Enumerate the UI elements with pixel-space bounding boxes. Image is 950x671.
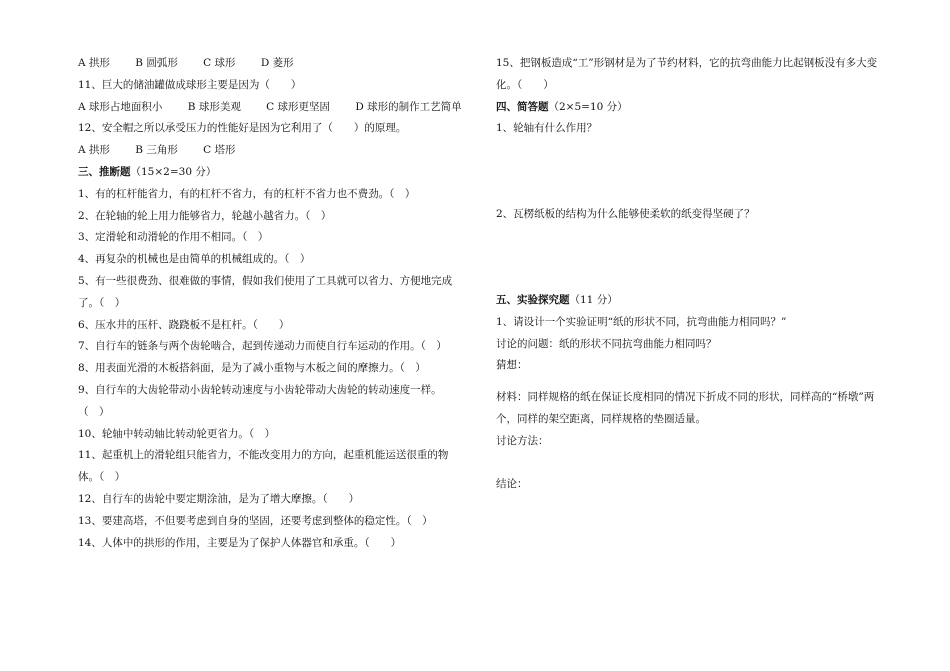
question-11: 11、巨大的储油罐做成球形主要是因为（ ）	[78, 78, 302, 91]
judge-9: 9、自行车的大齿轮带动小齿轮转动速度与小齿轮带动大齿轮的转动速度一样。（ ）	[78, 383, 442, 418]
section-title: 五、实验探究题	[496, 293, 570, 306]
left-column	[78, 53, 460, 554]
option: A 拱形	[78, 57, 110, 69]
section-score: （11 分）	[569, 293, 618, 306]
option: D 菱形	[260, 57, 294, 69]
experiment-materials: 材料：同样规格的纸在保证长度相同的情况下折成不同的形状，同样高的“桥墩”两个，同样的架空距离，同样规格的垫圈适量。	[496, 391, 875, 425]
section-title: 四、简答题	[496, 100, 549, 113]
short-answer-2: 2、瓦楞纸板的结构为什么能够使柔软的纸变得坚硬了？	[496, 208, 755, 221]
option: C 塔形	[203, 144, 236, 157]
judge-2: 2、在轮轴的轮上用力能够省力，轮越小越省力。（ ）	[78, 209, 332, 222]
judge-10: 10、轮轴中转动轴比转动轮更省力。（ ）	[78, 427, 276, 440]
judge-7: 7、自行车的链条与两个齿轮啮合，起到传递动力而使自行车运动的作用。（ ）	[78, 340, 447, 353]
option: B 圆弧形	[135, 57, 178, 69]
experiment-method: 讨论方法：	[496, 434, 549, 447]
judge-1: 1、有的杠杆能省力，有的杠杆不省力，有的杠杆不省力也不费劲。（ ）	[78, 187, 416, 200]
option: A 拱形	[78, 144, 110, 157]
option: B 球形美观	[187, 100, 241, 113]
answer-space	[496, 377, 880, 387]
option: C 球形	[203, 57, 236, 69]
answer-space	[496, 140, 880, 204]
option: D 球形的制作工艺简单	[355, 100, 462, 113]
option: A 球形占地面积小	[78, 100, 163, 113]
option: B 三角形	[135, 144, 178, 157]
q12-options	[78, 140, 460, 162]
section-3-heading	[78, 162, 460, 184]
judge-3: 3、定滑轮和动滑轮的作用不相同。（ ）	[78, 231, 269, 244]
judge-6: 6、压水井的压杆、跷跷板不是杠杆。（ ）	[78, 318, 290, 331]
experiment-guess: 猜想：	[496, 359, 528, 372]
experiment-conclusion: 结论：	[496, 477, 528, 490]
experiment-discussion: 讨论的问题：纸的形状不同抗弯曲能力相同吗？	[496, 337, 717, 350]
section-5-heading	[496, 290, 880, 312]
question-12: 12、安全帽之所以承受压力的性能好是因为它利用了（ ）的原理。	[78, 122, 407, 135]
right-column	[496, 53, 880, 495]
answer-space	[496, 453, 880, 474]
section-score: （15×2=30 分）	[130, 165, 217, 178]
judge-4: 4、再复杂的机械也是由简单的机械组成的。（ ）	[78, 253, 311, 266]
judge-13: 13、要建高塔，不但要考虑到自身的坚固，还要考虑到整体的稳定性。（ ）	[78, 514, 433, 527]
section-title: 三、推断题	[78, 165, 131, 178]
option: C 球形更坚固	[266, 100, 331, 113]
experiment-question: 1、请设计一个实验证明“纸的形状不同，抗弯曲能力相同吗？”	[496, 315, 787, 328]
judge-12: 12、自行车的齿轮中要定期涂油，是为了增大摩擦。（ ）	[78, 492, 360, 505]
section-4-heading	[496, 97, 880, 119]
judge-15: 15、把钢板造成“工”形钢材是为了节约材料，它的抗弯曲能力比起钢板没有多大变化。（ ）	[496, 57, 878, 91]
judge-11: 11、起重机上的滑轮组只能省力，不能改变用力的方向，起重机能运送很重的物体。（ ）	[78, 449, 449, 484]
section-score: （2×5=10 分）	[548, 100, 628, 113]
q10-options	[78, 53, 460, 75]
judge-5: 5、有一些很费劲、很难做的事情，假如我们使用了工具就可以省力、方便地完成了。（ ）	[78, 274, 453, 309]
answer-space	[496, 226, 880, 290]
short-answer-1: 1、轮轴有什么作用？	[496, 122, 598, 135]
judge-8: 8、用表面光滑的木板搭斜面，是为了减小重物与木板之间的摩擦力。（ ）	[78, 362, 426, 375]
q11-options	[78, 97, 460, 119]
judge-14: 14、人体中的拱形的作用，主要是为了保护人体器官和承重。（ ）	[78, 536, 402, 549]
